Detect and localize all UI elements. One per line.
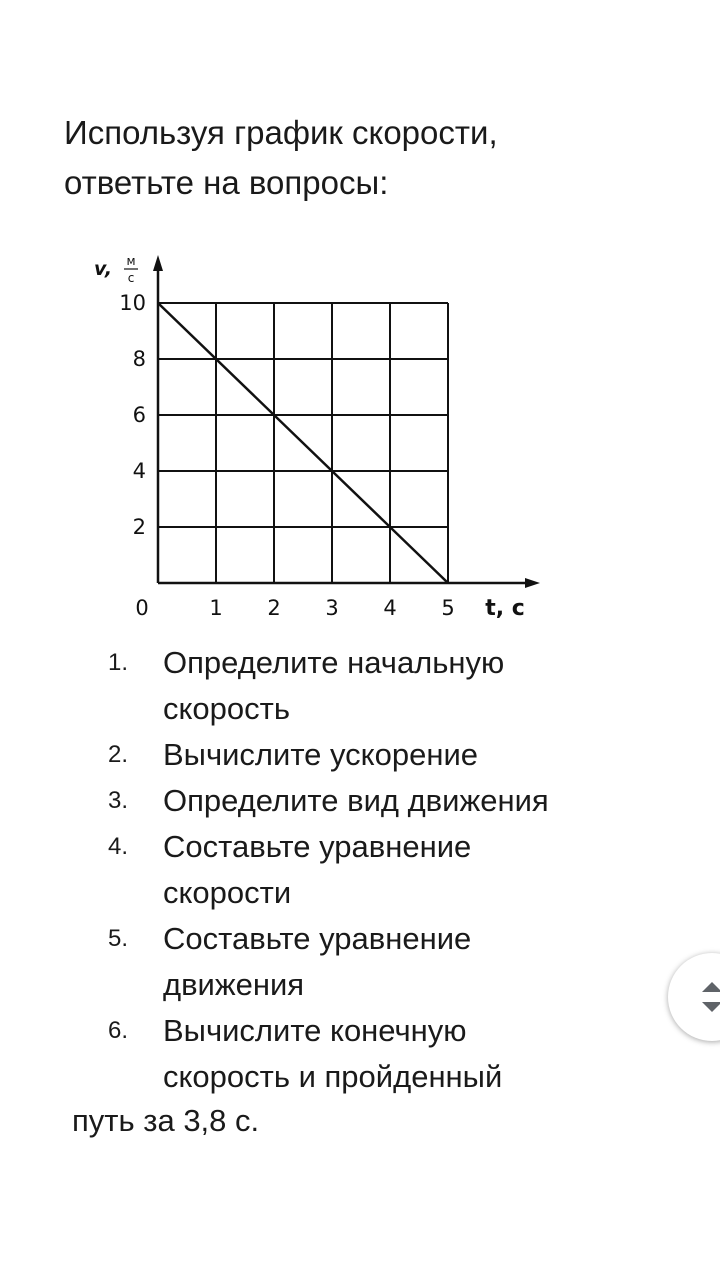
tail-text: путь за 3,8 с. xyxy=(72,1103,260,1138)
question-item xyxy=(108,732,628,778)
question-text-line: скорость и пройденный xyxy=(163,1059,503,1094)
question-text xyxy=(163,732,628,778)
y-tick-label: 6 xyxy=(132,403,146,427)
question-text-line: движения xyxy=(163,967,305,1002)
chevron-up-icon xyxy=(702,982,720,992)
velocity-chart xyxy=(80,245,560,630)
intro-text xyxy=(64,108,664,208)
velocity-line xyxy=(158,303,448,583)
x-tick-label: 1 xyxy=(209,596,223,620)
question-text-line: Составьте уравнение xyxy=(163,921,472,956)
question-text xyxy=(163,824,628,916)
y-axis-arrow-icon xyxy=(153,255,163,271)
question-item xyxy=(108,778,628,824)
question-text-line: Определите начальную xyxy=(163,645,505,680)
x-tick-label: 5 xyxy=(441,596,455,620)
question-item xyxy=(108,1008,628,1100)
question-list xyxy=(108,640,628,1100)
y-axis-unit-numerator: м xyxy=(126,254,136,268)
y-tick-label: 10 xyxy=(119,291,146,315)
y-tick-label: 2 xyxy=(132,515,146,539)
question-text-line: скорости xyxy=(163,875,292,910)
question-text xyxy=(163,916,628,1008)
intro-line-2: ответьте на вопросы: xyxy=(64,164,389,201)
question-text-line: Вычислите конечную xyxy=(163,1013,467,1048)
question-text-line: скорость xyxy=(163,691,290,726)
x-tick-label: 3 xyxy=(325,596,339,620)
velocity-chart-svg xyxy=(80,245,560,630)
x-tick-label: 0 xyxy=(135,596,149,620)
question-text xyxy=(163,640,628,732)
question-text xyxy=(163,778,628,824)
x-tick-label: 2 xyxy=(267,596,281,620)
question-item xyxy=(108,916,628,1008)
question-number: 3. xyxy=(108,787,129,814)
question-text-line: Определите вид движения xyxy=(163,783,549,818)
scroll-button[interactable] xyxy=(668,953,720,1041)
question-number: 5. xyxy=(108,925,129,952)
y-tick-label: 8 xyxy=(132,347,146,371)
question-text xyxy=(163,1008,628,1100)
intro-line-1: Используя график скорости, xyxy=(64,114,498,151)
question-number: 6. xyxy=(108,1017,129,1044)
chevron-down-icon xyxy=(702,1002,720,1012)
y-axis-label-symbol: v, xyxy=(94,258,113,280)
question-item xyxy=(108,824,628,916)
question-text-line: Вычислите ускорение xyxy=(163,737,478,772)
y-axis-unit-denominator: с xyxy=(127,271,135,285)
question-number: 2. xyxy=(108,741,129,768)
question-text-line: Составьте уравнение xyxy=(163,829,472,864)
x-axis-arrow-icon xyxy=(525,578,540,588)
x-axis-label: t, с xyxy=(485,596,525,621)
question-number: 1. xyxy=(108,649,129,676)
x-tick-label: 4 xyxy=(383,596,397,620)
question-number: 4. xyxy=(108,833,129,860)
y-tick-label: 4 xyxy=(132,459,146,483)
question-item xyxy=(108,640,628,732)
